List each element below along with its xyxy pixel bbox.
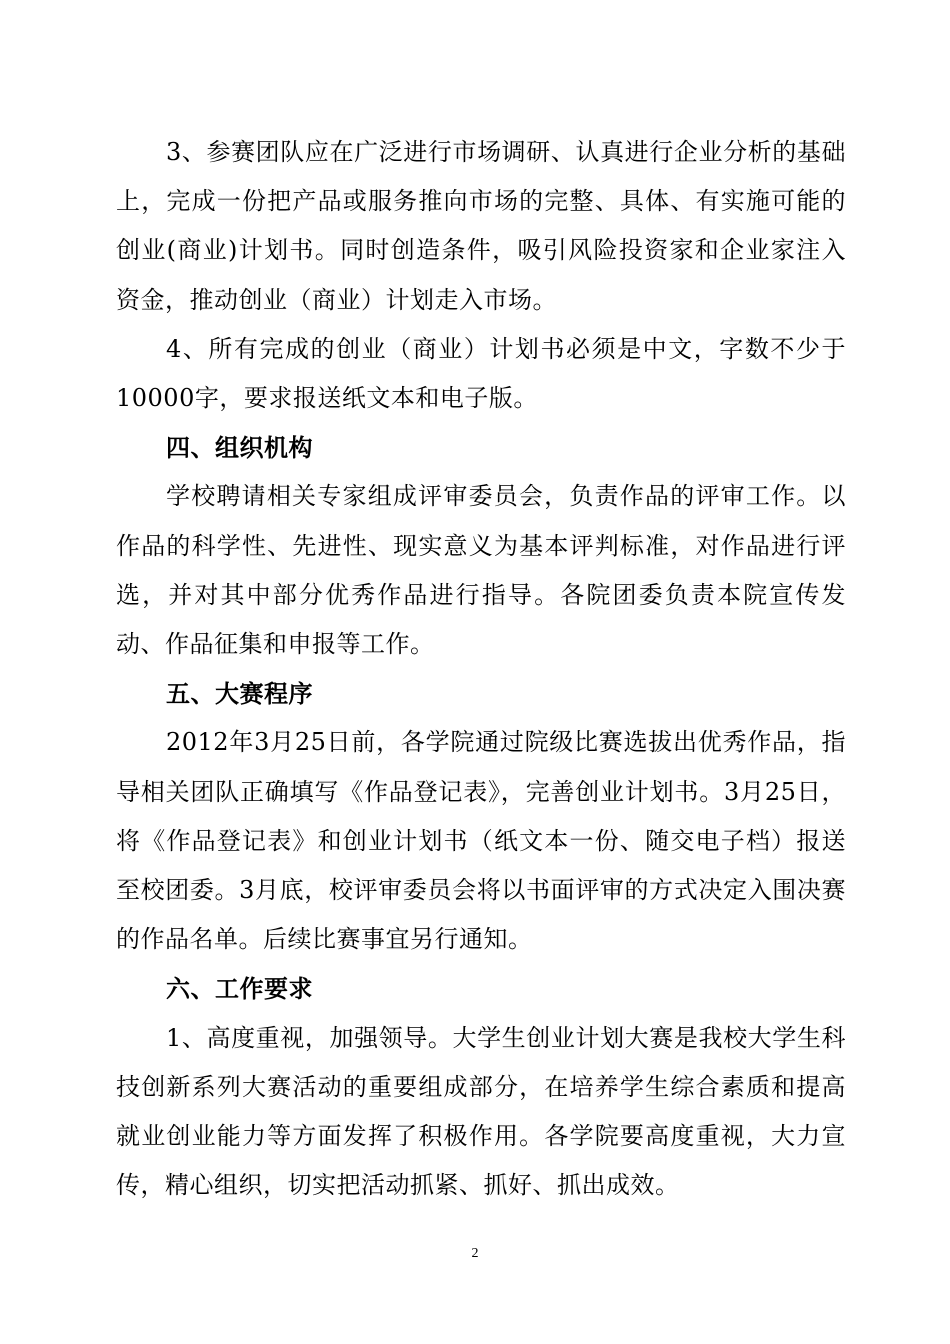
paragraph-procedure: 2012年3月25日前，各学院通过院级比赛选拔出优秀作品，指导相关团队正确填写《作品登记表》，完善创业计划书。3月25日，将《作品登记表》和创业计划书（纸文本一份、随交电子档）报送至校团委。3月底，校评审委员会将以书面评审的方式决定入围决赛的作品名单。后续比赛事宜另行通知。 (116, 728, 846, 954)
page-body (116, 128, 846, 1210)
paragraph-requirement-1: 1、高度重视，加强领导。大学生创业计划大赛是我校大学生科技创新系列大赛活动的重要组成部分，在培养学生综合素质和提高就业创业能力等方面发挥了积极作用。各学院要高度重视，大力宣传，精心组织，切实把活动抓紧、抓好、抓出成效。 (116, 1023, 846, 1200)
section-heading-requirements: 六、工作要求 (166, 974, 313, 1004)
section-heading-procedure: 五、大赛程序 (166, 679, 313, 709)
paragraph-item-4: 4、所有完成的创业（商业）计划书必须是中文，字数不少于10000字，要求报送纸文本和电子版。 (116, 334, 846, 413)
paragraph-organization: 学校聘请相关专家组成评审委员会，负责作品的评审工作。以作品的科学性、先进性、现实意义为基本评判标准，对作品进行评选，并对其中部分优秀作品进行指导。各院团委负责本院宣传发动、作品征集和申报等工作。 (116, 482, 846, 659)
section-heading-organization: 四、组织机构 (166, 433, 313, 463)
page-number: 2 (471, 1246, 479, 1261)
paragraph-item-3: 3、参赛团队应在广泛进行市场调研、认真进行企业分析的基础上，完成一份把产品或服务推向市场的完整、具体、有实施可能的创业(商业)计划书。同时创造条件，吸引风险投资家和企业家注入资金，推动创业（商业）计划走入市场。 (116, 138, 846, 314)
